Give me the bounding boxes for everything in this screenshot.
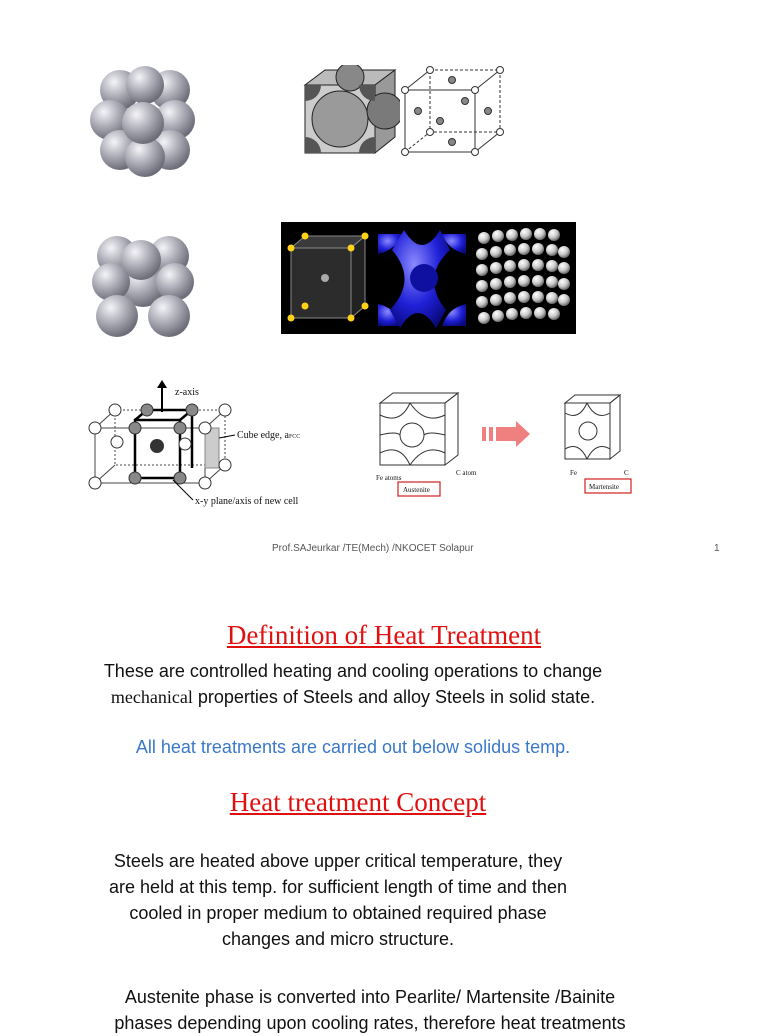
definition-mechanical: mechanical (110, 687, 193, 707)
fe-atoms-label: Fe atoms (376, 474, 402, 482)
austenite-label: Austenite (403, 486, 430, 494)
c-label: C (624, 469, 629, 477)
definition-line-2-rest: properties of Steels and alloy Steels in solid state. (192, 687, 596, 707)
concept-title: Heat treatment Concept (229, 787, 487, 817)
definition-text (0, 658, 706, 710)
definition-title: Definition of Heat Treatment (226, 620, 542, 650)
solidus-note: All heat treatments are carried out below solidus temp. (135, 737, 571, 757)
concept-line-1: Steels are heated above upper critical temperature, they (113, 851, 563, 871)
fcc-sphere-model (85, 65, 200, 180)
austenite-line-2: phases depending upon cooling rates, therefore heat treatments (114, 1013, 626, 1033)
concept-line-4: changes and micro structure. (221, 929, 455, 949)
fcc-unit-cell-cut (300, 65, 400, 157)
martensite-label: Martensite (589, 483, 619, 491)
c-atom-label: C atom (456, 469, 477, 477)
fcc-lattice-points (400, 65, 505, 157)
concept-text (0, 848, 676, 952)
austenite-text (0, 984, 740, 1036)
bcc-sphere-model (85, 230, 200, 345)
austenite-line-1: Austenite phase is converted into Pearlite/ Martensite /Bainite (124, 987, 616, 1007)
fe-label: Fe (570, 469, 577, 477)
bcc-cell-render (283, 230, 373, 330)
slide-footer: Prof.SAJeurkar /TE(Mech) /NKOCET Solapur (272, 543, 474, 554)
cube-edge-label: Cube edge, aFCC (237, 430, 301, 441)
fcc-to-bct-diagram (85, 380, 335, 510)
xy-plane-label: x-y plane/axis of new cell (195, 496, 299, 507)
z-axis-label: z-axis (175, 387, 199, 398)
concept-line-2: are held at this temp. for sufficient length of time and then (109, 877, 567, 897)
concept-line-3: cooled in proper medium to obtained required phase (129, 903, 547, 923)
definition-line-2 (0, 684, 706, 710)
bcc-void-render (374, 226, 470, 332)
bcc-lattice-render (474, 228, 574, 332)
austenite-to-martensite-diagram (370, 385, 645, 503)
definition-line-1: These are controlled heating and cooling operations to change (103, 661, 603, 681)
page-number: 1 (714, 543, 720, 554)
